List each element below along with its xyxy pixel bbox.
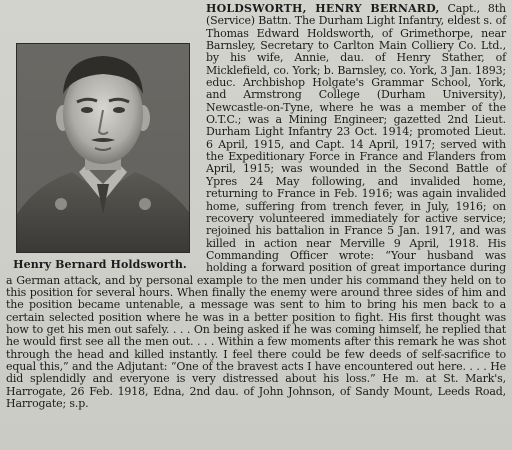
entry-name: HOLDSWORTH, HENRY BERNARD,: [206, 2, 440, 15]
portrait-photo: [16, 43, 190, 253]
portrait-figure: [6, 43, 194, 271]
portrait-caption: Henry Bernard Holdsworth.: [13, 258, 187, 271]
officer-portrait-image: [17, 44, 189, 252]
entry-text: Capt., 8th (Service) Battn. The Durham Light Infantry, eldest s. of Thomas Edward Holdsworth, of Grimethorpe, near Barnsley, Secretary to Carlton Main Colliery Co. Ltd., by his wife, Annie, dau. of Henry Stather, of Micklefield, co. York; b. Barnsley, co. York, 3 Jan. 1893; educ. Archbishop Holgate's Grammar School, York, and Armstrong College (Durham University), Newcastle-on-Tyne, where he was a member of the O.T.C.; was a Mining Engineer; gazetted 2nd Lieut. Durham Light Infantry 23 Oct. 1914; promoted Lieut. 6 April, 1915, and Capt. 14 April, 1917; served with the Expeditionary Force in France and Flanders from April, 1915; was wounded in the Second Battle of Ypres 24 May following, and invalided home, returning to France in Feb. 1916; was again invalided home, suffering from trench fever, in July, 1916; on recovery volunteered immediately for active service; rejoined his battalion in France 5 Jan. 1917, and was killed in action near Merville 9 April, 1918. His Commanding Officer wrote: “Your husband was holding a forward position of great importance during a German attack, and by personal example to the men under his command they held on to this position for several hours. When finally the enemy were around three sides of him and the position became untenable, a message was sent to him to bring his men back to a certain selected position where he was in a better position to fight. His first thought was how to get his men out safely. . . . On being asked if he was coming himself, he replied that he would first see all the men out. . . . Within a few moments after this remark he was shot through the head and killed instantly. I feel there could be few deeds of self-sacrifice to equal this,” and the Adjutant: “One of the bravest acts I have encountered out here. . . . He did splendidly and everyone is very distressed about his loss.” He m. at St. Mark's, Harrogate, 26 Feb. 1918, Edna, 2nd dau. of John Johnson, of Sandy Mount, Leeds Road, Harrogate; s.p.: [6, 2, 507, 410]
